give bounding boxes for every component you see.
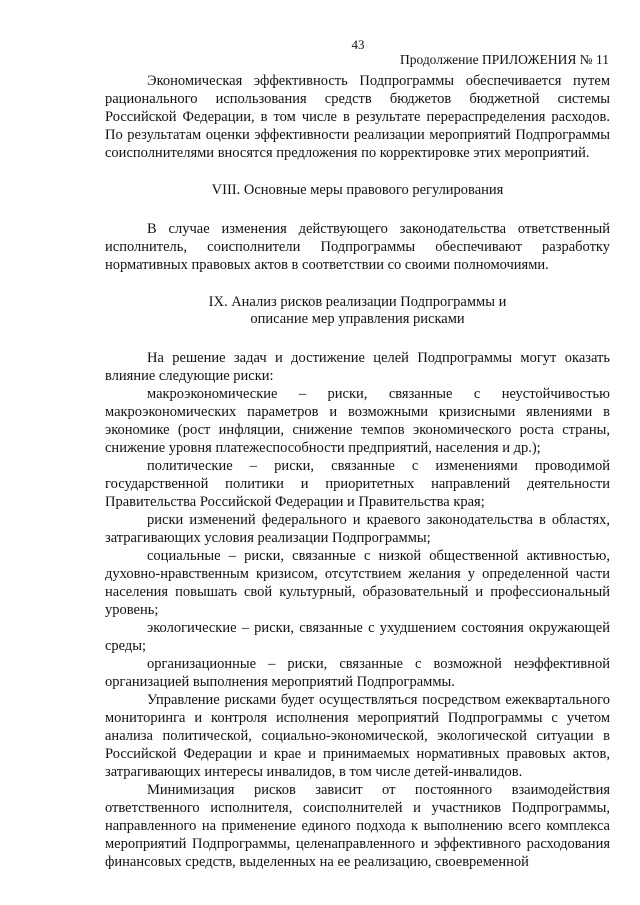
paragraph-risk-social: социальные – риски, связанные с низкой общественной активностью, духовно-нравственным кризисом, отсутствием желания у определенной части населения повышать свой культурный, образовательный и профессиональный уровень; <box>105 548 610 618</box>
paragraph-risk-political: политические – риски, связанные с изменениями проводимой государственной политики и приоритетных направлений деятельности Правительства Российской Федерации и Правительства края; <box>105 458 610 510</box>
section-9-heading-line2: описание мер управления рисками <box>250 311 465 327</box>
document-body <box>105 72 610 871</box>
appendix-continuation-label: Продолжение ПРИЛОЖЕНИЯ № 11 <box>399 52 609 67</box>
paragraph-risk-minimization: Минимизация рисков зависит от постоянного взаимодействия ответственного исполнителя, соисполнителей и участников Подпрограммы, направленного на применение единого подхода к выполнению всего комплекса мероприятий Подпрограммы, целенаправленного и эффективного расходования финансовых средств, выделенных на ее реализацию, своевременной <box>105 782 610 870</box>
section-8-heading: VIII. Основные меры правового регулирования <box>211 182 504 198</box>
paragraph-risks-intro: На решение задач и достижение целей Подпрограммы могут оказать влияние следующие риски: <box>105 350 610 384</box>
section-9-heading-line1: IX. Анализ рисков реализации Подпрограммы и <box>208 294 507 310</box>
section-9-heading <box>105 294 610 328</box>
paragraph-risk-ecological: экологические – риски, связанные с ухудшением состояния окружающей среды; <box>105 620 610 654</box>
page-number: 43 <box>351 37 365 52</box>
paragraph-risk-legislation: риски изменений федерального и краевого законодательства в областях, затрагивающих условия реализации Подпрограммы; <box>105 512 610 546</box>
paragraph-legal-regulation: В случае изменения действующего законодательства ответственный исполнитель, соисполнители Подпрограммы обеспечивают разработку нормативных правовых актов в соответствии со своими полномочиями. <box>105 221 610 273</box>
paragraph-risk-macroeconomic: макроэкономические – риски, связанные с неустойчивостью макроэкономических параметров и возможными кризисными явлениями в экономике (рост инфляции, снижение темпов экономического роста страны, снижение уровня платежеспособности предприятий, населения и др.); <box>105 386 610 456</box>
paragraph-economic-efficiency: Экономическая эффективность Подпрограммы обеспечивается путем рационального использования средств бюджетов бюджетной системы Российской Федерации, в том числе в результате перераспределения расходов. По результатам оценки эффективности реализации мероприятий Подпрограммы соисполнителями вносятся предложения по корректировке этих мероприятий. <box>105 73 610 161</box>
paragraph-risk-organizational: организационные – риски, связанные с возможной неэффективной организацией выполнения мероприятий Подпрограммы. <box>105 656 610 690</box>
paragraph-risk-management: Управление рисками будет осуществляться посредством ежеквартального мониторинга и контроля исполнения мероприятий Подпрограммы с учетом анализа политической, социально-экономической, экологической ситуации в Российской Федерации и крае и принимаемых нормативных правовых актов, затрагивающих интересы инвалидов, в том числе детей-инвалидов. <box>105 692 610 780</box>
